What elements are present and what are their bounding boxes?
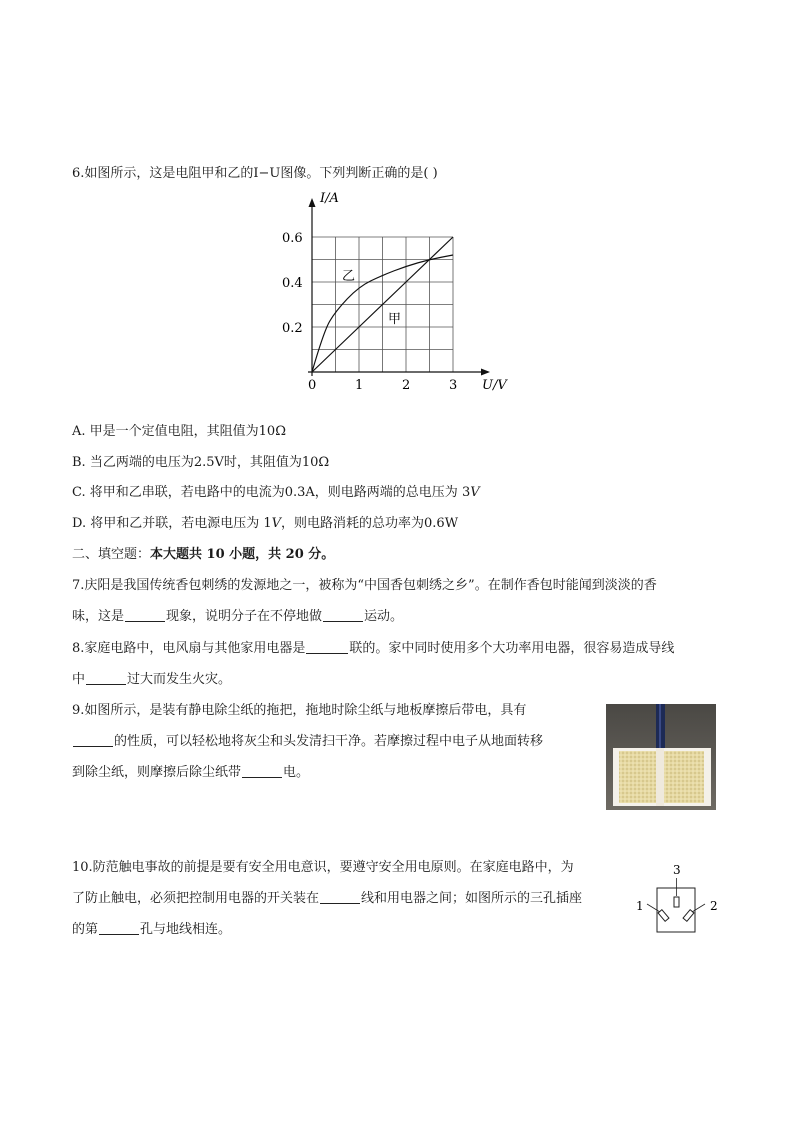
socket-label-1: 1 xyxy=(636,899,644,913)
q6-option-a: A. 甲是一个定值电阻，其阻值为10Ω xyxy=(72,424,286,439)
socket-hole-3 xyxy=(674,897,679,907)
y-tick-label: 0.6 xyxy=(282,231,303,246)
y-tick-label: 0.4 xyxy=(282,276,303,291)
section2-heading: 二、填空题：本大题共 10 小题，共 20 分。 xyxy=(72,547,335,562)
q8-blank-2[interactable] xyxy=(86,670,126,685)
q8-line2: 中 过大而发生火灾。 xyxy=(72,672,232,687)
q6-option-d: D. 将甲和乙并联，若电源电压为 1V，则电路消耗的总功率为0.6W xyxy=(72,516,459,531)
y-tick-label: 0.2 xyxy=(282,321,303,336)
mop-photo xyxy=(606,704,716,810)
q7-line1: 7.庆阳是我国传统香包刺绣的发源地之一，被称为“中国香包刺绣之乡”。在制作香包时能闻到淡淡的香 xyxy=(72,578,657,593)
q8-blank-1[interactable] xyxy=(306,639,348,654)
q10-blank-1[interactable] xyxy=(320,889,360,904)
q10-blank-2[interactable] xyxy=(99,920,139,935)
q6-option-b: B. 当乙两端的电压为2.5V时，其阻值为10Ω xyxy=(72,455,330,470)
q9-line1: 9.如图所示，是装有静电除尘纸的拖把，拖地时除尘纸与地板摩擦后带电，具有 xyxy=(72,703,527,718)
three-hole-socket-diagram xyxy=(630,858,730,938)
q7-line2: 味，这是 现象，说明分子在不停地做 运动。 xyxy=(72,609,404,624)
q9-blank-2[interactable] xyxy=(242,763,282,778)
y-axis-label: I/A xyxy=(320,191,339,206)
q10-line3: 的第 孔与地线相连。 xyxy=(72,922,232,937)
q6-option-c: C. 将甲和乙串联，若电路中的电流为0.3A，则电路两端的总电压为 3V xyxy=(72,485,480,500)
iu-graph xyxy=(278,184,528,396)
x-tick-label: 3 xyxy=(449,378,458,393)
q10-line2: 了防止触电，必须把控制用电器的开关装在 线和用电器之间；如图所示的三孔插座 xyxy=(72,891,583,906)
curve-label-yi: 乙 xyxy=(342,269,356,284)
q9-line2: 的性质，可以轻松地将灰尘和头发清扫干净。若摩擦过程中电子从地面转移 xyxy=(72,732,543,752)
y-axis-arrow xyxy=(309,198,316,207)
socket-label-2: 2 xyxy=(710,899,718,913)
curve-label-jia: 甲 xyxy=(388,312,402,327)
q7-blank-2[interactable] xyxy=(323,607,363,622)
x-axis-arrow xyxy=(481,369,490,376)
q9-blank-1[interactable] xyxy=(73,732,113,747)
q7-blank-1[interactable] xyxy=(125,607,165,622)
q10-line1: 10.防范触电事故的前提是要有安全用电意识，要遵守安全用电原则。在家庭电路中，为 xyxy=(72,860,574,875)
socket-label-3: 3 xyxy=(673,863,681,877)
x-tick-label: 1 xyxy=(355,378,364,393)
q6-stem: 6.如图所示，这是电阻甲和乙的I−U图像。下列判断正确的是( ) xyxy=(72,166,438,181)
x-tick-label: 2 xyxy=(402,378,411,393)
x-axis-label: U/V xyxy=(482,378,507,393)
q9-line3: 到除尘纸，则摩擦后除尘纸带 电。 xyxy=(72,765,310,780)
q8-line1: 8.家庭电路中，电风扇与其他家用电器是 联的。家中同时使用多个大功率用电器，很容易造成导线 xyxy=(72,641,675,656)
origin-label: 0 xyxy=(308,378,317,393)
